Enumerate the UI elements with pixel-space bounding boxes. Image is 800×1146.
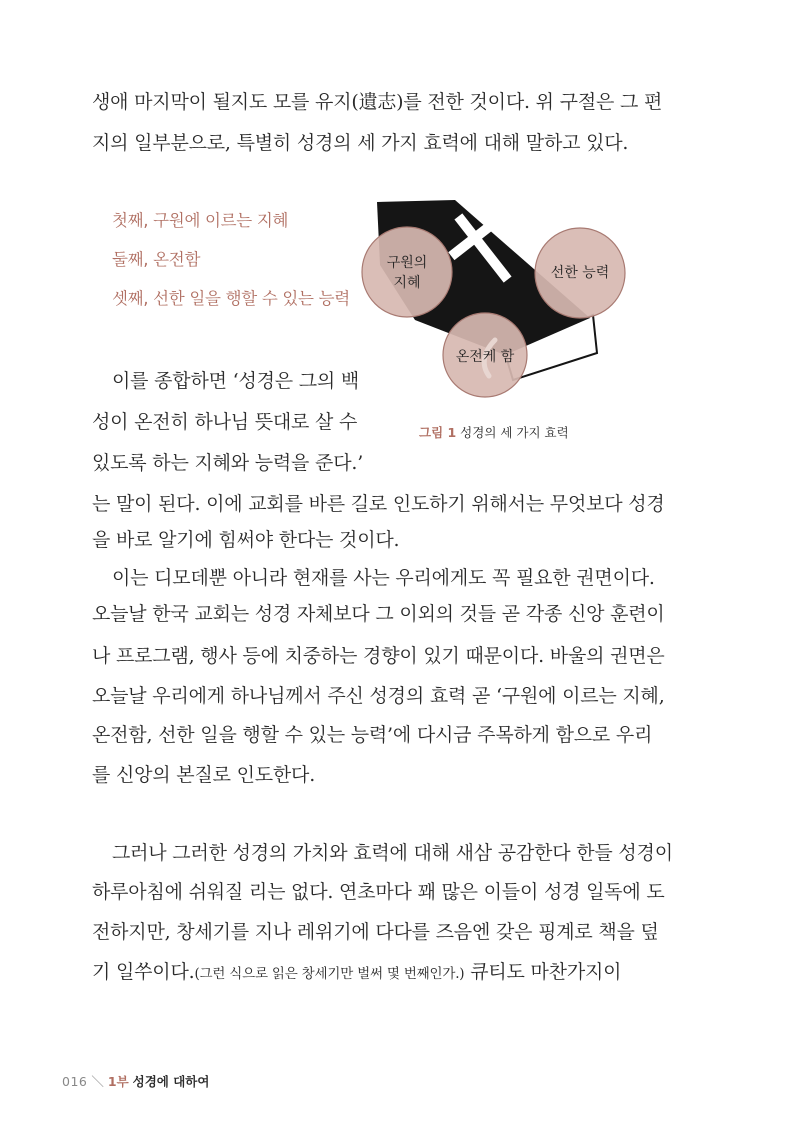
body-line: 온전함, 선한 일을 행할 수 있는 능력’에 다시금 주목하게 함으로 우리 <box>92 724 653 746</box>
last-line-end: 큐티도 마찬가지이 <box>464 961 622 983</box>
body-line: 오늘날 한국 교회는 성경 자체보다 그 이외의 것들 곧 각종 신앙 훈련이 <box>92 603 665 625</box>
body-line: 생애 마지막이 될지도 모를 유지(遺志)를 전한 것이다. 위 구절은 그 편 <box>92 91 663 113</box>
body-line: 성이 온전히 하나님 뜻대로 살 수 <box>92 411 358 433</box>
body-line: 는 말이 된다. 이에 교회를 바른 길로 인도하기 위해서는 무엇보다 성경 <box>92 493 665 515</box>
body-line: 오늘날 우리에게 하나님께서 주신 성경의 효력 곧 ‘구원에 이르는 지혜, <box>92 685 665 707</box>
figure-number: 그림 1 <box>419 425 457 440</box>
circle-label-wisdom-line2: 지혜 <box>393 275 421 291</box>
figure-caption-text: 성경의 세 가지 효력 <box>456 425 569 440</box>
circle-label-ability: 선한 능력 <box>550 265 610 281</box>
list-item-second: 둘째, 온전함 <box>112 250 201 269</box>
last-line-start: 기 일쑤이다. <box>92 961 195 983</box>
body-line: 이는 디모데뿐 아니라 현재를 사는 우리에게도 꼭 필요한 권면이다. <box>112 567 655 589</box>
body-line: 지의 일부분으로, 특별히 성경의 세 가지 효력에 대해 말하고 있다. <box>92 132 629 154</box>
last-line-aside: (그런 식으로 읽은 창세기만 벌써 몇 번째인가.) <box>194 966 465 982</box>
list-item-first: 첫째, 구원에 이르는 지혜 <box>112 211 289 230</box>
bible-illustration <box>355 190 635 405</box>
body-line: 전하지만, 창세기를 지나 레위기에 다다를 즈음엔 갖은 핑계로 책을 덮 <box>92 921 659 943</box>
page-number: 016 <box>62 1074 88 1089</box>
footer-separator: ＼ <box>91 1074 104 1089</box>
body-line: 있도록 하는 지혜와 능력을 준다.’ <box>92 452 364 474</box>
page-footer <box>62 1072 209 1090</box>
bible-efficacy-figure <box>355 190 635 405</box>
body-line: 를 신앙의 본질로 인도한다. <box>92 764 316 786</box>
footer-section: 성경에 대하여 <box>132 1074 210 1089</box>
body-line: 을 바로 알기에 힘써야 한다는 것이다. <box>92 529 400 551</box>
circle-label-wholeness: 온전케 함 <box>455 349 515 365</box>
footer-part: 1부 <box>107 1074 129 1089</box>
body-line: 이를 종합하면 ‘성경은 그의 백 <box>112 370 360 392</box>
body-line: 그러나 그러한 성경의 가치와 효력에 대해 새삼 공감한다 한들 성경이 <box>112 842 673 864</box>
body-line-last <box>92 960 621 986</box>
body-line: 하루아침에 쉬워질 리는 없다. 연초마다 꽤 많은 이들이 성경 일독에 도 <box>92 881 665 903</box>
list-item-third: 셋째, 선한 일을 행할 수 있는 능력 <box>112 289 350 308</box>
circle-label-wisdom-line1: 구원의 <box>386 255 428 271</box>
figure-caption <box>419 423 569 441</box>
body-line: 나 프로그램, 행사 등에 치중하는 경향이 있기 때문이다. 바울의 권면은 <box>92 645 665 667</box>
circle-label-wisdom <box>377 253 437 293</box>
